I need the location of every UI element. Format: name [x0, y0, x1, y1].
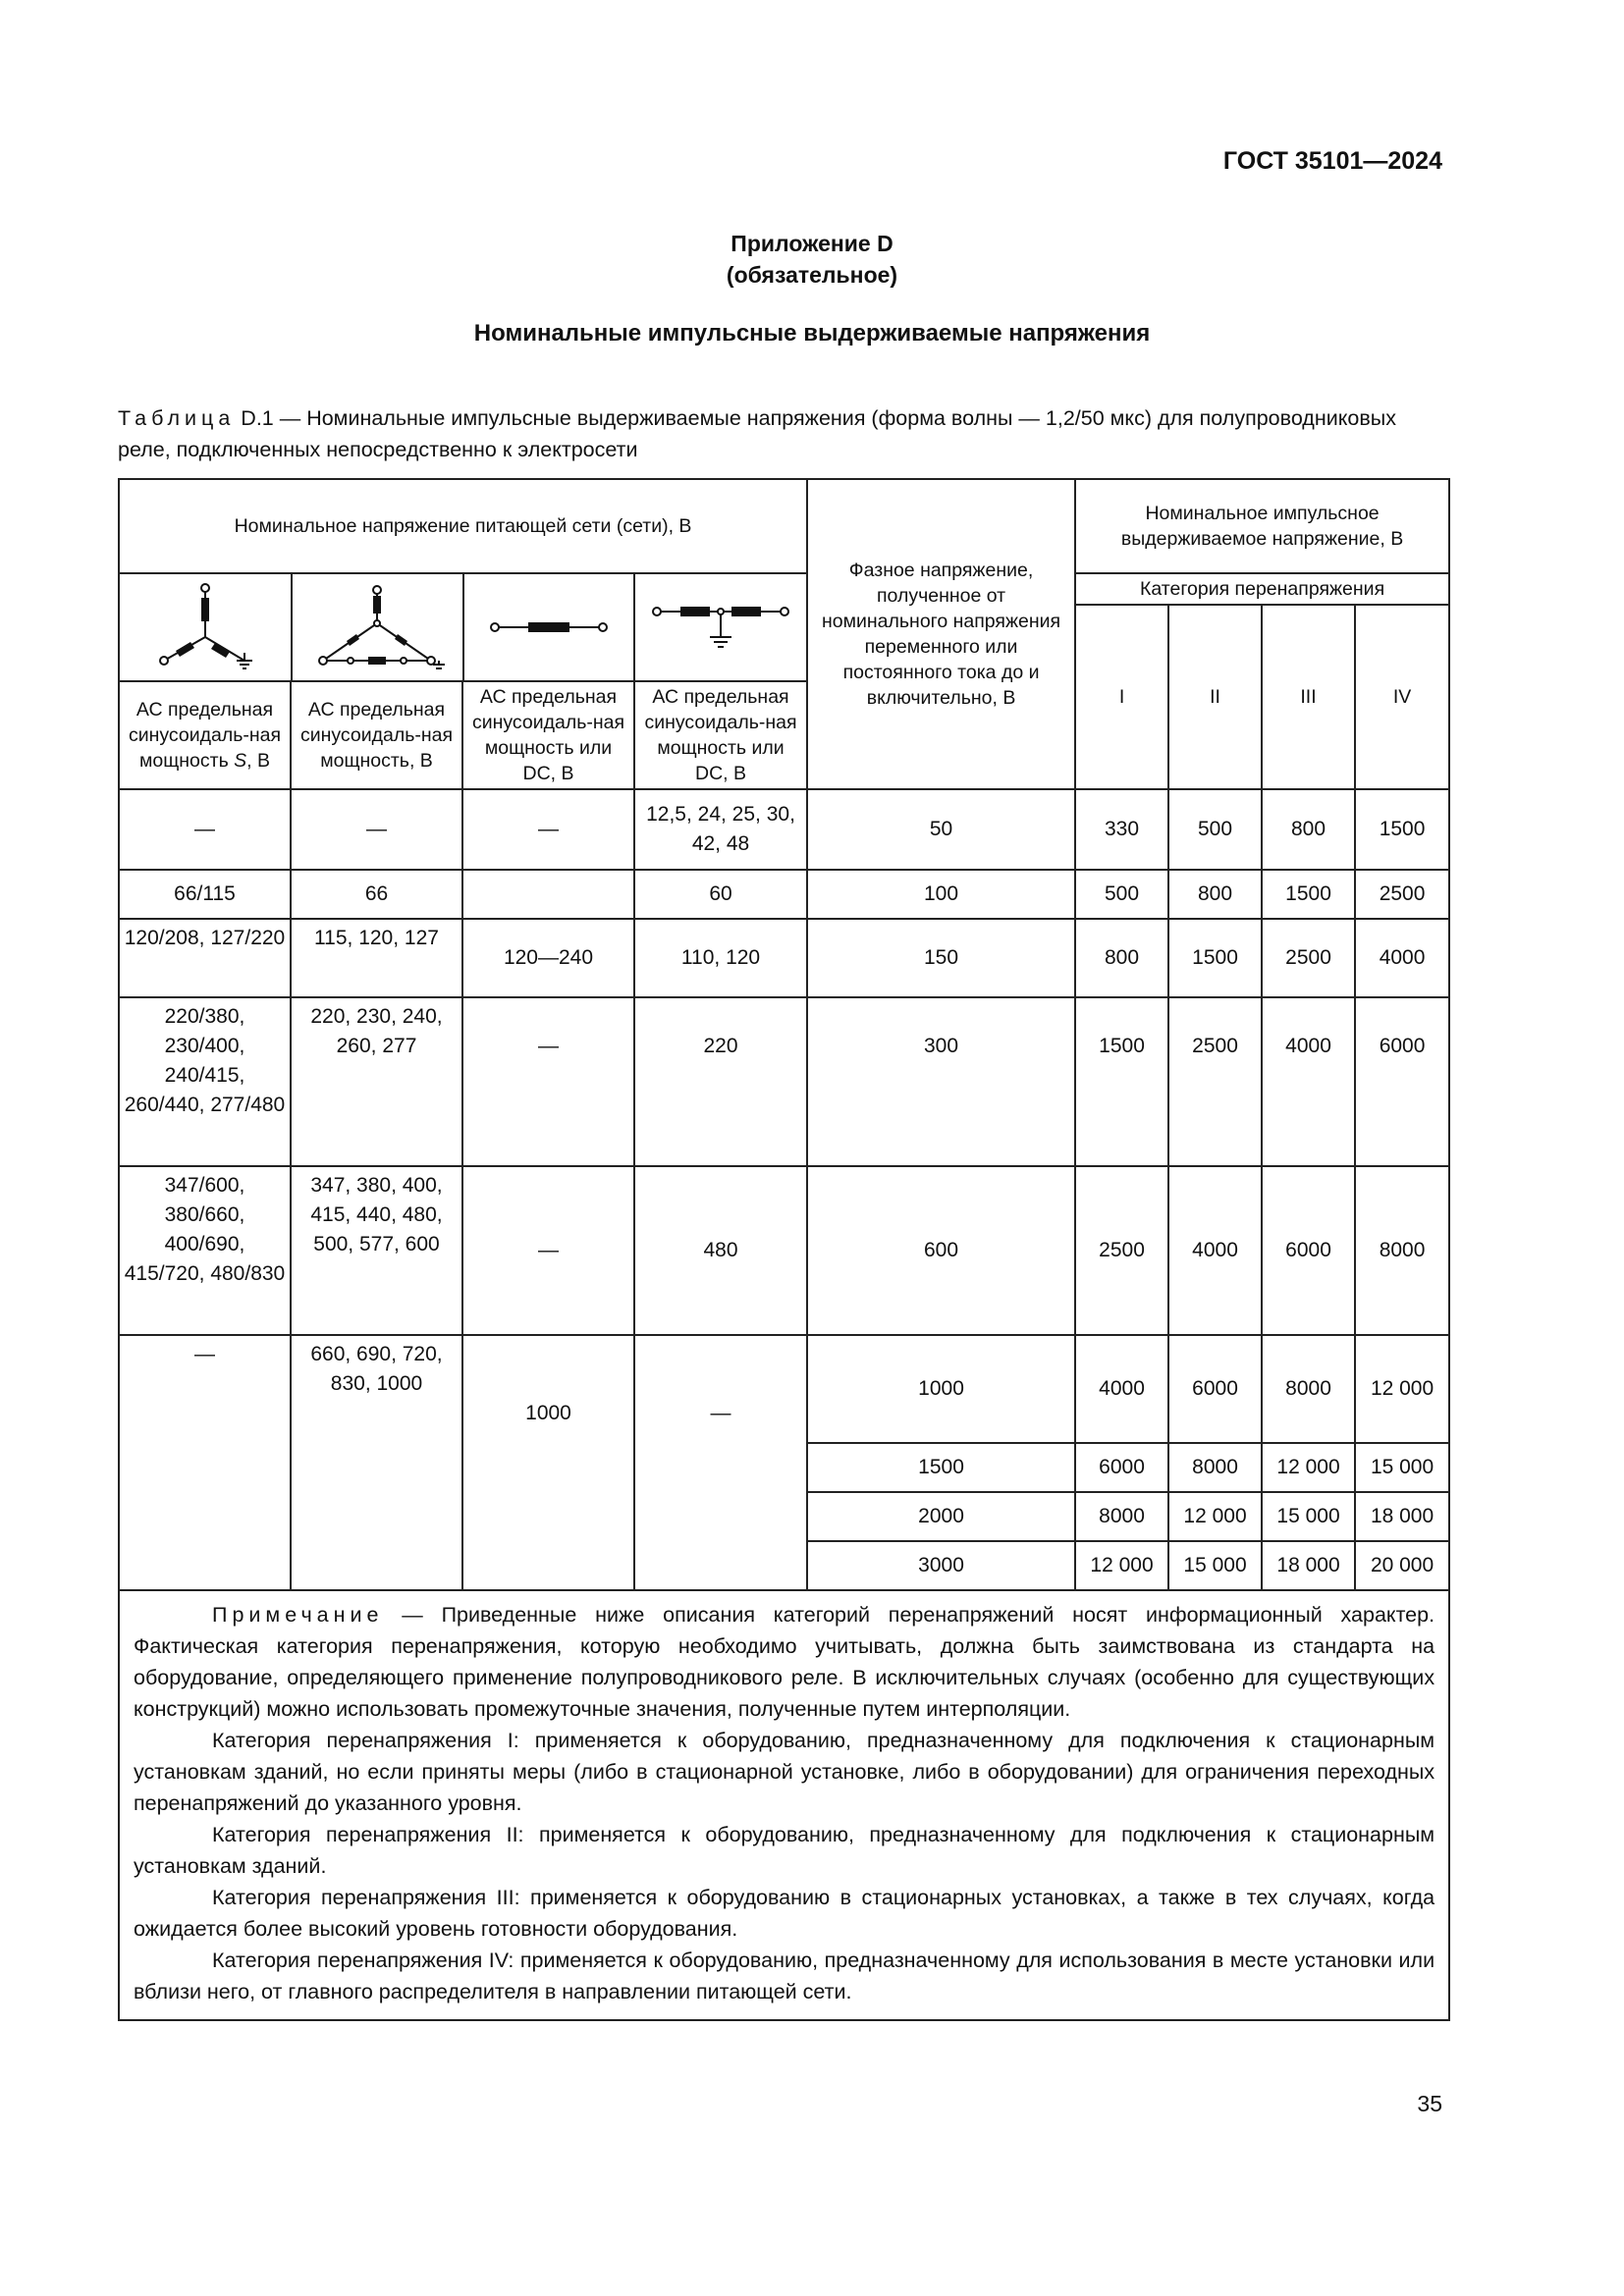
table-caption	[118, 402, 1447, 465]
cell-c3: 1000	[462, 1335, 634, 1590]
cell-ii: 1500	[1168, 919, 1262, 997]
cell-iv: 1500	[1355, 789, 1449, 870]
cell-c4: —	[634, 1335, 807, 1590]
table-row	[119, 789, 1449, 870]
cell-iv: 20 000	[1355, 1541, 1449, 1590]
cell-phase: 2000	[807, 1492, 1075, 1541]
cell-c1: 347/600, 380/660, 400/690, 415/720, 480/830	[119, 1166, 291, 1335]
cell-c4: 480	[634, 1166, 807, 1335]
header-ac-s	[119, 681, 291, 789]
cell-iii: 18 000	[1262, 1541, 1355, 1590]
three-phase-delta-grounded-icon	[303, 582, 451, 672]
cell-c1: 120/208, 127/220	[119, 919, 291, 997]
cell-i: 12 000	[1075, 1541, 1168, 1590]
appendix-heading	[0, 228, 1624, 291]
note-paragraph: Категория перенапряжения IV: применяется к оборудованию, предназначенному для использования в месте установки или вблизи него, от главного распределителя в направлении питающей сети.	[134, 1949, 1435, 2003]
cell-c1: 220/380, 230/400, 240/415, 260/440, 277/480	[119, 997, 291, 1166]
header-category-iii: III	[1262, 605, 1355, 789]
symbol-cells-wrapper	[119, 573, 807, 681]
table-row	[119, 919, 1449, 997]
voltage-table	[118, 478, 1450, 2021]
table-row	[119, 1166, 1449, 1335]
cell-phase: 300	[807, 997, 1075, 1166]
header-ac-s-text: АС предельная синусоидаль-ная мощность	[128, 699, 282, 772]
header-supply-voltage: Номинальное напряжение питающей сети (сети), В	[119, 479, 807, 573]
cell-c3: —	[462, 1166, 634, 1335]
note-paragraph: Категория перенапряжения I: применяется к оборудованию, предназначенному для подключения к стационарным установкам зданий, но если приняты меры (либо в стационарной установке, либо в оборудовании) для ограничения переходных перенапряжений до указанного уровня.	[134, 1729, 1435, 1815]
cell-iii: 1500	[1262, 870, 1355, 919]
symbol-delta-cell	[292, 574, 463, 680]
appendix-title: Номинальные импульсные выдерживаемые напряжения	[473, 320, 1151, 347]
cell-c3: 120—240	[462, 919, 634, 997]
symbol-single-phase-cell	[463, 574, 635, 680]
header-ac-dc-1: АС предельная синусоидаль-ная мощность или DC, В	[462, 681, 634, 789]
cell-c4: 220	[634, 997, 807, 1166]
table-row	[119, 1335, 1449, 1443]
cell-ii: 15 000	[1168, 1541, 1262, 1590]
cell-c4: 60	[634, 870, 807, 919]
cell-ii: 800	[1168, 870, 1262, 919]
table-note	[119, 1590, 1449, 2020]
cell-iii: 15 000	[1262, 1492, 1355, 1541]
cell-phase: 3000	[807, 1541, 1075, 1590]
cell-i: 8000	[1075, 1492, 1168, 1541]
cell-iii: 6000	[1262, 1166, 1355, 1335]
cell-c3	[462, 870, 634, 919]
cell-c2: 115, 120, 127	[291, 919, 462, 997]
cell-iii: 12 000	[1262, 1443, 1355, 1492]
cell-phase: 1000	[807, 1335, 1075, 1443]
note-paragraph: Категория перенапряжения II: применяется к оборудованию, предназначенному для подключения к стационарным установкам зданий.	[134, 1823, 1435, 1878]
cell-iii: 8000	[1262, 1335, 1355, 1443]
cell-ii: 500	[1168, 789, 1262, 870]
header-phase-voltage: Фазное напряжение, полученное от номинального напряжения переменного или постоянного тока до и включительно, В	[807, 479, 1075, 789]
cell-iv: 18 000	[1355, 1492, 1449, 1541]
cell-c2: 66	[291, 870, 462, 919]
cell-c3: —	[462, 997, 634, 1166]
cell-iv: 6000	[1355, 997, 1449, 1166]
appendix-label: Приложение D	[731, 231, 893, 256]
cell-c2: —	[291, 789, 462, 870]
single-phase-line-icon	[485, 608, 613, 647]
header-ac-s-unit: , В	[246, 750, 271, 772]
note-label: Примечание	[212, 1603, 384, 1627]
cell-ii: 6000	[1168, 1335, 1262, 1443]
cell-phase: 50	[807, 789, 1075, 870]
cell-i: 6000	[1075, 1443, 1168, 1492]
cell-iv: 2500	[1355, 870, 1449, 919]
cell-c2: 220, 230, 240, 260, 277	[291, 997, 462, 1166]
cell-iv: 4000	[1355, 919, 1449, 997]
cell-iii: 800	[1262, 789, 1355, 870]
table-row	[119, 997, 1449, 1166]
cell-iv: 8000	[1355, 1166, 1449, 1335]
table-caption-word: Таблица	[118, 406, 236, 430]
header-impulse-voltage: Номинальное импульсное выдерживаемое напряжение, В	[1075, 479, 1449, 573]
note-paragraph: Категория перенапряжения III: применяется к оборудованию в стационарных установках, а также в тех случаях, когда ожидается более высокий уровень готовности оборудования.	[134, 1886, 1435, 1941]
table-note-row	[119, 1590, 1449, 2020]
cell-phase: 150	[807, 919, 1075, 997]
page-number: 35	[1417, 2091, 1442, 2116]
cell-i: 2500	[1075, 1166, 1168, 1335]
document-code: ГОСТ 35101—2024	[1222, 147, 1442, 175]
header-overvoltage-category: Категория перенапряжения	[1075, 573, 1449, 605]
cell-iv: 12 000	[1355, 1335, 1449, 1443]
cell-c1: 66/115	[119, 870, 291, 919]
cell-ii: 2500	[1168, 997, 1262, 1166]
cell-ii: 8000	[1168, 1443, 1262, 1492]
cell-i: 1500	[1075, 997, 1168, 1166]
header-ac-s-var: S	[234, 750, 247, 772]
three-phase-star-grounded-icon	[146, 582, 264, 672]
table-row	[119, 870, 1449, 919]
cell-ii: 4000	[1168, 1166, 1262, 1335]
cell-ii: 12 000	[1168, 1492, 1262, 1541]
cell-i: 330	[1075, 789, 1168, 870]
appendix-status: (обязательное)	[726, 262, 898, 288]
cell-iv: 15 000	[1355, 1443, 1449, 1492]
cell-c1: —	[119, 1335, 291, 1590]
cell-iii: 4000	[1262, 997, 1355, 1166]
cell-c4: 12,5, 24, 25, 30, 42, 48	[634, 789, 807, 870]
header-category-iv: IV	[1355, 605, 1449, 789]
header-ac: АС предельная синусоидаль-ная мощность, В	[291, 681, 462, 789]
cell-phase: 100	[807, 870, 1075, 919]
note-text: — Приведенные ниже описания категорий перенапряжений носят информационный характер. Фактическая категория перенапряжения, которую необходимо учитывать, должна быть заимствована из стандарта на оборудование, определяющего применение полупроводникового реле. В исключительных случаях (особенно для существующих конструкций) можно использовать промежуточные значения, полученные путем интерполяции.	[134, 1603, 1435, 1721]
cell-iii: 2500	[1262, 919, 1355, 997]
header-category-ii: II	[1168, 605, 1262, 789]
symbol-center-ground-cell	[634, 574, 806, 680]
table-caption-text: D.1 — Номинальные импульсные выдерживаемые напряжения (форма волны — 1,2/50 мкс) для полупроводниковых реле, подключенных непосредственно к электросети	[118, 406, 1396, 461]
cell-i: 800	[1075, 919, 1168, 997]
cell-c4: 110, 120	[634, 919, 807, 997]
cell-phase: 1500	[807, 1443, 1075, 1492]
header-category-i: I	[1075, 605, 1168, 789]
cell-i: 4000	[1075, 1335, 1168, 1443]
cell-c2: 347, 380, 400, 415, 440, 480, 500, 577, 600	[291, 1166, 462, 1335]
note-paragraph	[134, 1599, 1435, 1725]
cell-c2: 660, 690, 720, 830, 1000	[291, 1335, 462, 1590]
cell-i: 500	[1075, 870, 1168, 919]
cell-c3: —	[462, 789, 634, 870]
cell-phase: 600	[807, 1166, 1075, 1335]
cell-c1: —	[119, 789, 291, 870]
header-ac-dc-2: АС предельная синусоидаль-ная мощность или DC, В	[634, 681, 807, 789]
symbol-star-cell	[120, 574, 292, 680]
split-phase-center-ground-icon	[647, 592, 794, 663]
